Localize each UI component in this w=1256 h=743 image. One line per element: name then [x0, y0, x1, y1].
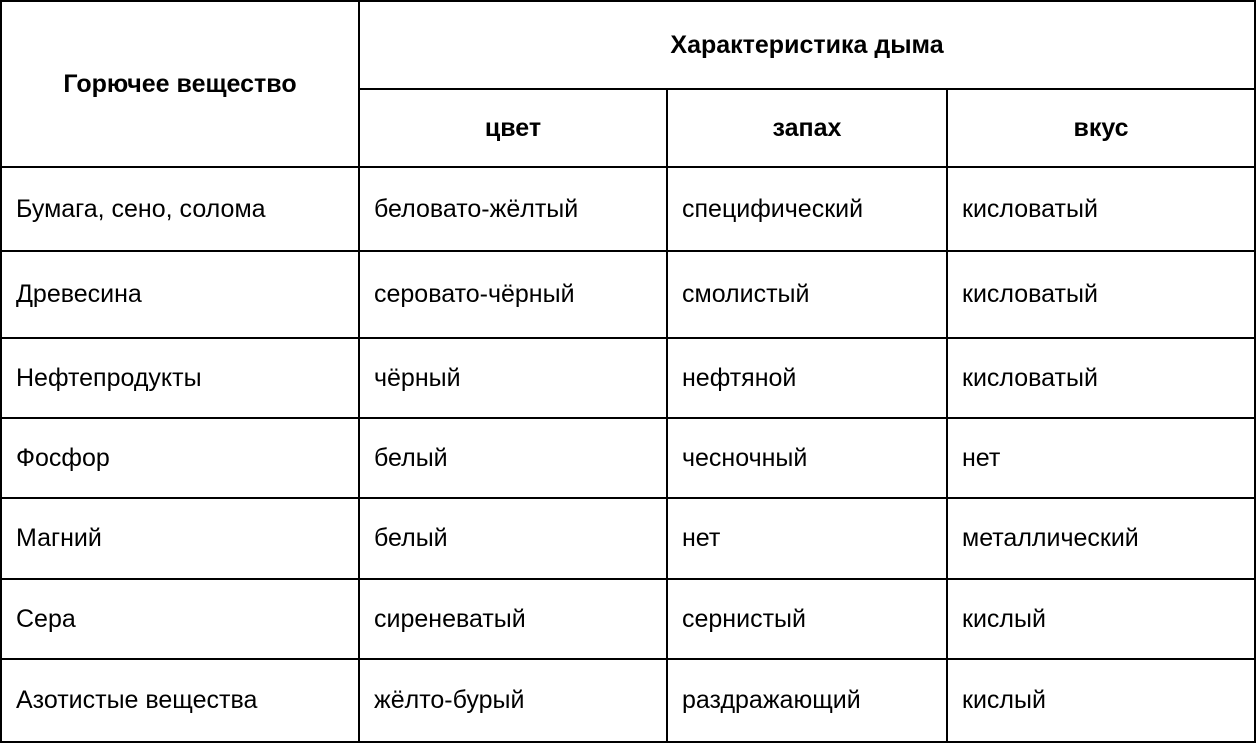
cell-color: жёлто-бурый: [359, 659, 667, 742]
table-row: [1, 418, 1255, 498]
cell-substance: Нефтепродукты: [1, 338, 359, 418]
cell-substance: Сера: [1, 579, 359, 659]
cell-smell: нефтяной: [667, 338, 947, 418]
cell-smell: чесночный: [667, 418, 947, 498]
cell-taste: кисловатый: [947, 251, 1255, 338]
header-color: цвет: [359, 89, 667, 167]
cell-smell: сернистый: [667, 579, 947, 659]
cell-color: беловато-жёлтый: [359, 167, 667, 251]
header-substance: Горючее вещество: [1, 1, 359, 167]
cell-color: белый: [359, 418, 667, 498]
cell-taste: кисловатый: [947, 167, 1255, 251]
cell-taste: кислый: [947, 579, 1255, 659]
header-smell: запах: [667, 89, 947, 167]
cell-smell: нет: [667, 498, 947, 579]
cell-color: серовато-чёрный: [359, 251, 667, 338]
table-row: [1, 579, 1255, 659]
cell-taste: металлический: [947, 498, 1255, 579]
cell-smell: смолистый: [667, 251, 947, 338]
cell-smell: раздражающий: [667, 659, 947, 742]
cell-substance: Древесина: [1, 251, 359, 338]
cell-taste: кислый: [947, 659, 1255, 742]
cell-substance: Фосфор: [1, 418, 359, 498]
header-row-top: [1, 1, 1255, 89]
cell-taste: нет: [947, 418, 1255, 498]
cell-taste: кисловатый: [947, 338, 1255, 418]
cell-smell: специфический: [667, 167, 947, 251]
table-row: [1, 338, 1255, 418]
table-row: [1, 167, 1255, 251]
cell-color: чёрный: [359, 338, 667, 418]
cell-color: белый: [359, 498, 667, 579]
cell-substance: Магний: [1, 498, 359, 579]
header-smoke-characteristics: Характеристика дыма: [359, 1, 1255, 89]
table-row: [1, 251, 1255, 338]
cell-color: сиреневатый: [359, 579, 667, 659]
header-taste: вкус: [947, 89, 1255, 167]
cell-substance: Бумага, сено, солома: [1, 167, 359, 251]
table-row: [1, 659, 1255, 742]
table-row: [1, 498, 1255, 579]
cell-substance: Азотистые вещества: [1, 659, 359, 742]
